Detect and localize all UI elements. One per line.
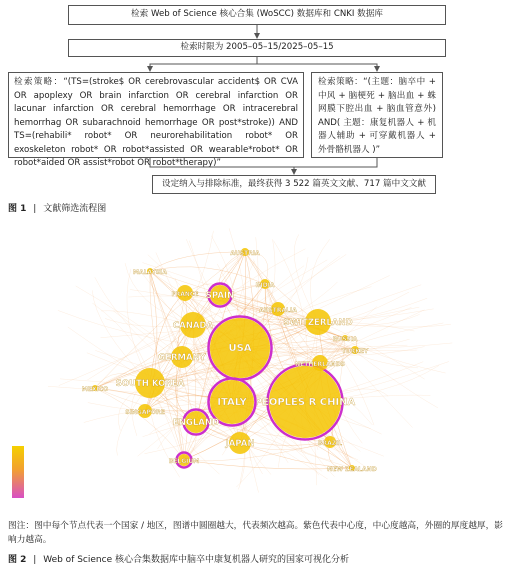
figure2-note: 图注：图中每个节点代表一个国家 / 地区，图谱中圆圈越大，代表频次越高。紫色代表中心度，中心度越高，外圈的厚度越厚，影响力越高。 [8, 521, 503, 545]
flow-text-final-result: 设定纳入与排除标准，最终获得 3 522 篇英文文献、717 篇中文文献 [161, 178, 427, 189]
country-node [158, 346, 206, 368]
flow-arrows [0, 0, 514, 200]
arrow-cn-to-final [294, 158, 377, 167]
figure1-title: 文献筛选流程图 [43, 204, 107, 214]
country-label: NEW ZEALAND [327, 466, 377, 473]
arrow-en-to-final [150, 158, 294, 174]
flow-text-english-strategy: 检索策略：“(TS=(stroke$ OR cerebrovascular accident$ OR CVA OR apoplexy OR brain infarction OR cerebral infarction OR lacunar infarction OR cerebral hemorrhage OR intracerebral hemorrhag OR subarachnoid hemorrhage OR post*stroke)) AND TS=(rehabili* robot* OR neurorehabilitation robot* OR exoskeleton robot* OR robot*assisted OR wearable*robot* OR robot*aided OR assist*robot OR robot*therapy)” [14, 77, 298, 168]
country-label: RUSSIA [332, 336, 358, 343]
country-label: CANADA [172, 321, 214, 331]
figure2-title: Web of Science 核心合集数据库中脑卒中康复机器人研究的国家可视化分析 [43, 555, 349, 565]
country-label: MALAYSIA [132, 269, 168, 276]
country-label: AUSTRALIA [259, 307, 297, 314]
country-label: PEOPLES R CHINA [254, 397, 356, 408]
centrality-color-legend [12, 446, 24, 498]
country-label: USA [228, 343, 252, 354]
flow-text-date-range: 检索时限为 2005–05–15/2025–05–15 [180, 42, 334, 53]
figure1-sep: | [33, 204, 37, 214]
country-node [172, 285, 199, 301]
country-label: SWITZERLAND [283, 318, 353, 328]
country-label: SINGAPORE [125, 409, 165, 416]
figure2-label: 图 2 [8, 555, 27, 565]
country-node [209, 317, 272, 380]
country-node [125, 404, 164, 418]
flow-text-chinese-strategy: 检索策略：“(主题：脑卒中 + 中风 + 脑梗死 + 脑出血 + 蛛网膜下腔出血 + 脑血管意外) AND( 主题：康复机器人 + 机器人辅助 + 可穿戴机器人 + 外骨骼机器人 )” [318, 77, 436, 155]
country-label: BELGIUM [168, 458, 200, 465]
country-node [327, 465, 376, 473]
country-label: AUSTRIA [230, 250, 260, 257]
network-edge [150, 271, 182, 357]
country-label: ENGLAND [172, 418, 220, 428]
country-node [333, 335, 358, 343]
figure1-caption [8, 201, 106, 214]
country-label: JAPAN [225, 439, 255, 449]
country-label: SOUTH KOREA [115, 379, 185, 389]
country-label: NETHERLANDS [295, 361, 345, 368]
country-node [133, 268, 167, 276]
country-label: SPAIN [205, 291, 235, 301]
country-node [342, 346, 369, 355]
figure2-sep: | [33, 555, 37, 565]
country-label: FRANCE [171, 291, 199, 298]
figure1-label: 图 1 [8, 204, 27, 214]
arrow-date-to-cn [257, 64, 377, 71]
country-label: ITALY [217, 397, 247, 408]
country-label: TURKEY [341, 348, 369, 355]
country-network-visualization [0, 220, 514, 516]
country-label: GERMANY [158, 353, 206, 363]
country-label: INDIA [255, 282, 275, 289]
figure2-caption [8, 552, 349, 565]
country-node [255, 365, 356, 440]
country-node [230, 248, 260, 257]
country-node [82, 385, 108, 393]
flow-text-database: 检索 Web of Science 核心合集 (WoSCC) 数据库和 CNKI 数据库 [131, 9, 383, 20]
country-node [169, 453, 200, 468]
country-label: MEXICO [81, 386, 109, 393]
country-label: BRAZIL [317, 440, 343, 447]
arrow-date-to-branches [150, 57, 257, 71]
